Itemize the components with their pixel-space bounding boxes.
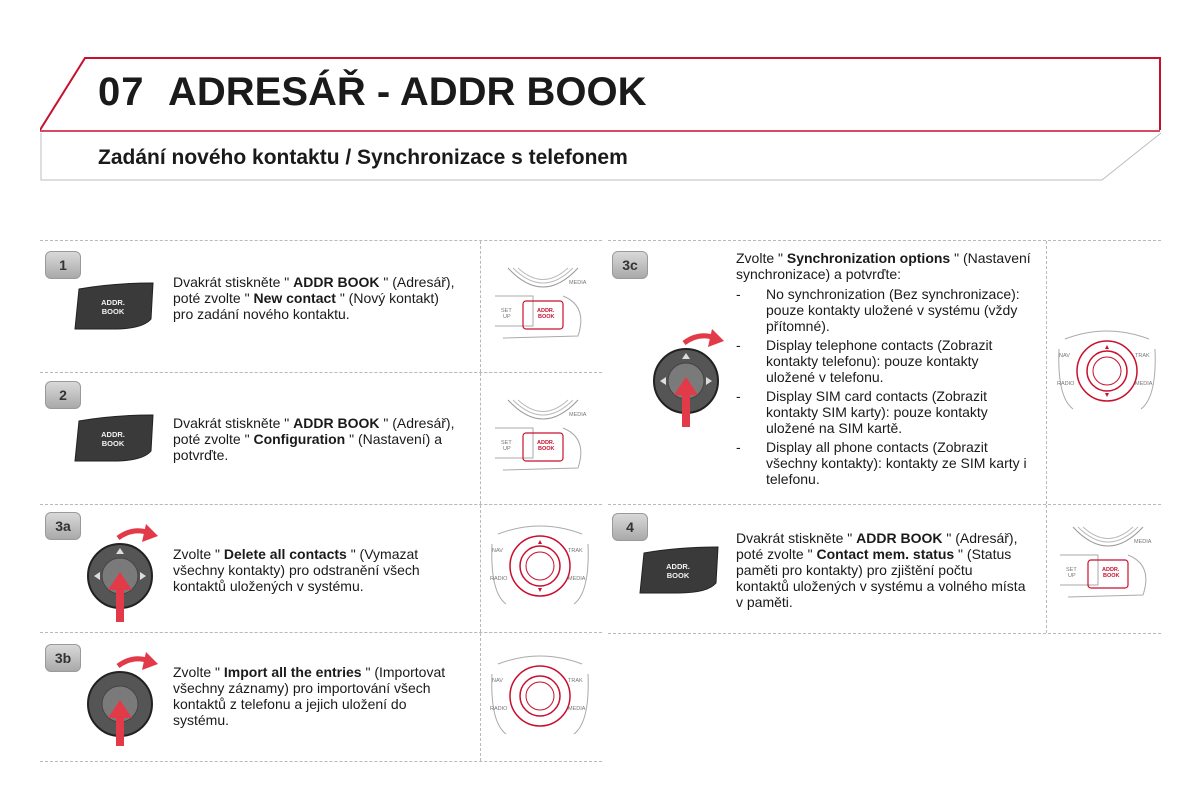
rotary-knob-icon[interactable]	[652, 323, 724, 434]
section-title: Zadání nového kontaktu / Synchronizace s telefonem	[98, 146, 628, 169]
chapter-number: 07	[98, 70, 145, 114]
step-1-text: Dvakrát stiskněte " ADDR BOOK " (Adresář), poté zvolte " New contact " (Nový kontakt) pro zadání nového kontaktu.	[173, 274, 455, 322]
rotary-knob-icon[interactable]	[86, 518, 158, 629]
addr-label-1: ADDR.	[101, 430, 125, 439]
addr-label-2: BOOK	[666, 571, 690, 580]
list-item: - No synchronization (Bez synchronizace): pouze kontakty uložené v systému (vždy přítomné).	[736, 286, 1031, 334]
addr-label-1: ADDR.	[101, 298, 125, 307]
step-3c-text: Zvolte " Synchronization options " (Nastavení synchronizace) a potvrďte: - No synchronization (Bez synchronizace): pouze kontakty uložené v systému (vždy přítomné). - Display telephone contacts (Zobrazit kontakty telefonu): pouze kontakty uložené v telefonu. - Display SIM card contacts (Zobrazit kontakty SIM karty): pouze kontakty uložené na SIM kartě. - Display all phone contacts (Zobrazit všechny kontakty): kontakty ze SIM karty i telefonu.	[736, 250, 1031, 490]
knob-panel-illustration: NAV TRAK RADIO MEDIA	[488, 652, 592, 743]
addr-book-button[interactable]	[73, 413, 157, 468]
step-3a-badge: 3a	[45, 512, 81, 540]
step-3b-badge: 3b	[45, 644, 81, 672]
button-panel-illustration: MEDIA SET UP ADDR. BOOK	[493, 266, 593, 353]
rotary-knob-icon[interactable]	[86, 646, 158, 757]
knob-panel-illustration: NAV TRAK RADIO MEDIA	[488, 522, 592, 613]
addr-book-button[interactable]	[73, 281, 157, 336]
addr-label-2: BOOK	[101, 307, 125, 316]
step-3a-text: Zvolte " Delete all contacts " (Vymazat všechny kontakty) pro odstranění všech kontaktů uložených v systému.	[173, 546, 420, 594]
addr-label-2: BOOK	[101, 439, 125, 448]
step-3c-badge: 3c	[612, 251, 648, 279]
list-item: - Display telephone contacts (Zobrazit kontakty telefonu): pouze kontakty uložené v telefonu.	[736, 337, 1031, 385]
list-item: - Display all phone contacts (Zobrazit všechny kontakty): kontakty ze SIM karty i telefonu.	[736, 439, 1031, 487]
button-panel-illustration: MEDIA SET UP ADDR. BOOK	[1058, 525, 1158, 612]
button-panel-illustration: MEDIA SET UP ADDR. BOOK	[493, 398, 593, 485]
chapter-title: ADRESÁŘ - ADDR BOOK	[168, 70, 647, 114]
step-4-badge: 4	[612, 513, 648, 541]
addr-label-1: ADDR.	[666, 562, 690, 571]
step-1-badge: 1	[45, 251, 81, 279]
knob-panel-illustration: NAV TRAK RADIO MEDIA	[1055, 327, 1159, 418]
sync-options-list	[736, 286, 1031, 487]
list-item: - Display SIM card contacts (Zobrazit kontakty SIM karty): pouze kontakty uložené na SIM kartě.	[736, 388, 1031, 436]
addr-book-button[interactable]	[638, 545, 722, 600]
step-3b-text: Zvolte " Import all the entries " (Importovat všechny záznamy) pro importování všech kontaktů z telefonu a jejich uložení do systému.	[173, 664, 446, 728]
step-2-badge: 2	[45, 381, 81, 409]
step-2-text: Dvakrát stiskněte " ADDR BOOK " (Adresář), poté zvolte " Configuration " (Nastavení) a potvrďte.	[173, 415, 455, 463]
step-4-text: Dvakrát stiskněte " ADDR BOOK " (Adresář), poté zvolte " Contact mem. status " (Status paměti pro kontakty) pro zjištění počtu kontaktů uložených v systému a volného místa v paměti.	[736, 530, 1026, 610]
